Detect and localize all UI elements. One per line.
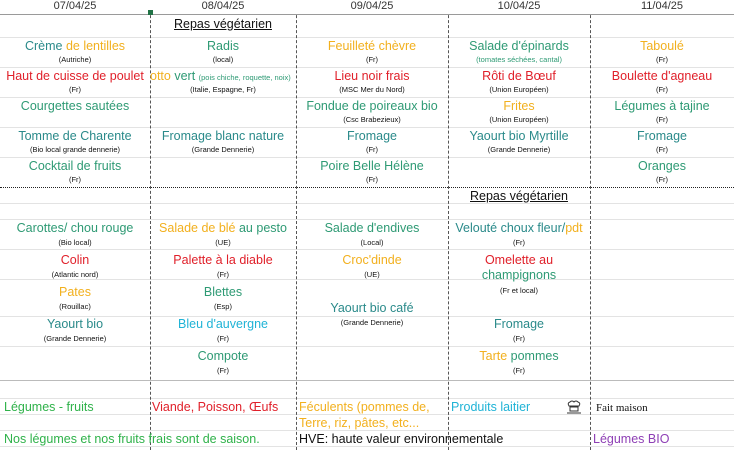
origin-note[interactable]: (Fr) <box>655 55 669 64</box>
vegetarian-label[interactable]: Repas végétarien <box>174 17 272 31</box>
dish-part: Tarte <box>479 349 511 363</box>
legend-vegetables-fruits[interactable]: Légumes - fruits <box>4 400 94 414</box>
origin-note[interactable]: (Union Européen) <box>489 85 549 94</box>
menu-item[interactable]: champignons <box>481 268 557 282</box>
date-header[interactable]: 09/04/25 <box>350 0 394 12</box>
origin-note[interactable]: (Rouillac) <box>59 302 91 311</box>
dish-part: Velouté choux fleur/ <box>455 221 566 235</box>
menu-item[interactable]: Compote <box>197 349 249 363</box>
grid-line <box>0 37 734 38</box>
menu-item[interactable]: Poire Belle Hélène <box>320 159 424 173</box>
menu-item[interactable]: Légumes à tajine <box>614 99 710 113</box>
menu-item[interactable]: Fromage <box>346 129 398 143</box>
origin-note[interactable]: (Csc Brabezieux) <box>343 115 401 124</box>
grid-line <box>0 127 734 128</box>
legend-seasonal[interactable]: Nos légumes et nos fruits frais sont de saison. <box>4 432 260 446</box>
menu-item[interactable]: Colin <box>60 253 90 267</box>
grid-line <box>0 97 734 98</box>
date-header[interactable]: 08/04/25 <box>201 0 245 12</box>
origin-note[interactable]: (Bio local grande dennerie) <box>29 145 121 154</box>
legend-hve[interactable]: HVE: haute valeur environnementale <box>299 432 504 446</box>
date-header[interactable]: 10/04/25 <box>497 0 541 12</box>
origin-note[interactable]: (Grande Dennerie) <box>191 145 255 154</box>
origin-note[interactable]: (Fr) <box>68 85 82 94</box>
legend-bio[interactable]: Légumes BIO <box>593 432 670 446</box>
origin-note[interactable]: (Union Européen) <box>489 115 549 124</box>
grid-line <box>0 346 734 347</box>
origin-note[interactable]: (UE) <box>215 238 231 247</box>
menu-item[interactable]: Taboulé <box>640 39 684 53</box>
week-separator <box>0 187 734 188</box>
origin-note[interactable]: (Atlantic nord) <box>51 270 99 279</box>
menu-item[interactable]: Lieu noir frais <box>334 69 410 83</box>
dish-part: Salade de blé <box>159 221 239 235</box>
menu-item[interactable]: Tomme de Charente <box>18 129 132 143</box>
origin-note[interactable]: (Fr) <box>655 145 669 154</box>
origin-note[interactable]: (Grande Dennerie) <box>340 318 404 327</box>
menu-item[interactable]: Salade d'endives <box>324 221 420 235</box>
menu-item[interactable]: Radis <box>207 39 239 53</box>
menu-item[interactable]: Fromage <box>493 317 545 331</box>
origin-note[interactable]: (Autriche) <box>58 55 92 64</box>
origin-note[interactable]: (Fr et local) <box>500 286 538 295</box>
origin-note[interactable]: (Fr) <box>655 175 669 184</box>
menu-item[interactable]: Fromage blanc nature <box>161 129 285 143</box>
menu-item[interactable]: Fondue de poireaux bio <box>306 99 438 113</box>
menu-item[interactable]: Courgettes sautées <box>20 99 130 113</box>
origin-note[interactable]: (Fr) <box>512 238 526 247</box>
menu-item[interactable]: Omelette au <box>484 253 554 267</box>
date-header[interactable]: 11/04/25 <box>640 0 683 12</box>
dish-part: de lentilles <box>65 39 126 53</box>
origin-note[interactable]: (Fr) <box>512 366 526 375</box>
menu-item[interactable]: Blettes <box>203 285 243 299</box>
menu-item[interactable]: Croc'dinde <box>342 253 402 267</box>
menu-item[interactable]: Rôti de Bœuf <box>482 69 556 83</box>
legend-homemade[interactable]: Fait maison <box>596 402 648 414</box>
origin-note[interactable]: (Fr) <box>216 366 230 375</box>
chef-hat-icon <box>566 400 582 414</box>
menu-item[interactable]: Pates <box>59 285 91 299</box>
origin-note[interactable]: (Grande Dennerie) <box>43 334 107 343</box>
date-header[interactable]: 07/04/25 <box>53 0 97 12</box>
menu-item[interactable]: Boulette d'agneau <box>611 69 713 83</box>
grid-line <box>0 398 734 399</box>
legend-starches[interactable]: Féculents (pommes de, <box>299 400 430 414</box>
menu-item[interactable]: Cocktail de fruits <box>28 159 122 173</box>
origin-note[interactable]: (Fr) <box>655 115 669 124</box>
grid-line <box>0 67 734 68</box>
menu-item[interactable] <box>0 39 150 54</box>
menu-item[interactable]: Yaourt bio café <box>330 301 414 315</box>
grid-line <box>0 203 734 204</box>
origin-note[interactable]: (local) <box>212 55 234 64</box>
menu-item[interactable] <box>448 349 590 364</box>
dish-part: vert <box>174 69 199 83</box>
dish-part: Crème <box>24 39 66 53</box>
origin-note[interactable]: (Fr) <box>216 334 230 343</box>
origin-note[interactable]: (Fr) <box>68 175 82 184</box>
column-separator <box>590 0 591 450</box>
menu-item[interactable]: Carottes/ chou rouge <box>16 221 134 235</box>
origin-note[interactable]: (Fr) <box>512 334 526 343</box>
menu-item[interactable]: Frites <box>503 99 535 113</box>
menu-item[interactable]: Fromage <box>636 129 688 143</box>
menu-item[interactable] <box>150 69 296 85</box>
dish-part: au pesto <box>238 221 287 235</box>
origin-note[interactable]: (Fr) <box>655 85 669 94</box>
legend-meat-fish-eggs[interactable]: Viande, Poisson, Œufs <box>152 400 279 414</box>
origin-note[interactable]: (Esp) <box>214 302 232 311</box>
menu-item[interactable] <box>150 221 296 236</box>
selection-handle[interactable] <box>148 10 153 15</box>
legend-top-line <box>0 380 734 381</box>
origin-note[interactable]: (MSC Mer du Nord) <box>339 85 405 94</box>
origin-note[interactable]: (Fr) <box>365 175 379 184</box>
menu-item[interactable]: Oranges <box>638 159 686 173</box>
menu-item[interactable]: Feuilleté chèvre <box>327 39 417 53</box>
origin-note[interactable]: (UE) <box>364 270 380 279</box>
dish-part: pdt <box>565 221 583 235</box>
menu-item[interactable]: Yaourt bio <box>46 317 104 331</box>
menu-item[interactable]: Bleu d'auvergne <box>178 317 268 331</box>
grid-line <box>0 249 734 250</box>
origin-note[interactable]: (Fr) <box>365 55 379 64</box>
dish-part: (pois chiche, roquette, noix) <box>198 73 291 82</box>
menu-item[interactable]: Yaourt bio Myrtille <box>469 129 569 143</box>
origin-note[interactable]: (tomates séchées, cantal) <box>476 55 562 64</box>
menu-item[interactable]: Salade d'épinards <box>469 39 569 53</box>
menu-item[interactable] <box>448 221 590 236</box>
dish-part: otto <box>150 69 175 83</box>
grid-line <box>0 157 734 158</box>
menu-item[interactable]: Palette à la diable <box>173 253 273 267</box>
origin-note[interactable]: (Grande Dennerie) <box>487 145 551 154</box>
origin-note[interactable]: (Fr) <box>216 270 230 279</box>
origin-note[interactable]: (Fr) <box>365 145 379 154</box>
origin-note[interactable]: (Bio local) <box>58 238 92 247</box>
grid-line <box>0 219 734 220</box>
legend-dairy[interactable]: Produits laitier <box>451 400 531 414</box>
legend-starches-cont[interactable]: Terre, riz, pâtes, etc... <box>299 416 420 430</box>
dish-part: pommes <box>510 349 559 363</box>
origin-note[interactable]: (Local) <box>360 238 384 247</box>
origin-note[interactable]: (Italie, Espagne, Fr) <box>190 85 256 94</box>
menu-item[interactable]: Haut de cuisse de poulet <box>6 69 144 83</box>
vegetarian-label[interactable]: Repas végétarien <box>470 189 568 203</box>
